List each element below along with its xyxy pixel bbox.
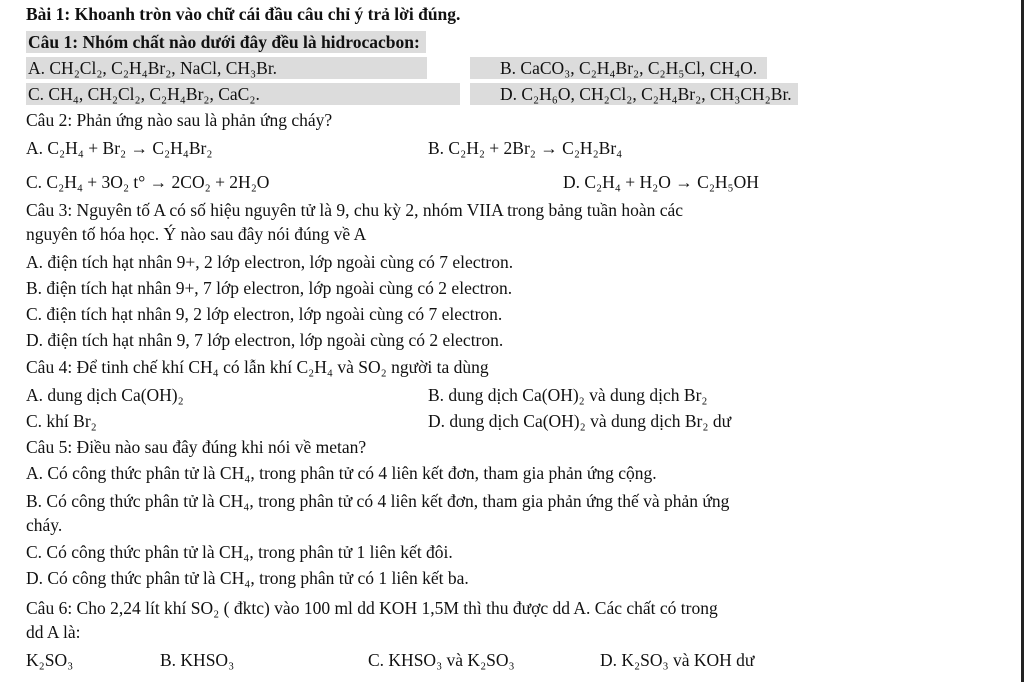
q2-option-b: B. C₂H₂ + 2Br₂ → C₂H₂Br₄ — [428, 138, 623, 158]
q5-option-c: C. Có công thức phân tử là CH₄, trong phân tử 1 liên kết đôi. — [26, 542, 453, 562]
q3-stem-line1: Câu 3: Nguyên tố A có số hiệu nguyên tử là 9, chu kỳ 2, nhóm VIIA trong bảng tuần hoàn các — [26, 200, 684, 220]
q5-option-b-line2: cháy. — [26, 515, 63, 535]
q3-stem-line2: nguyên tố hóa học. Ý nào sau đây nói đúng về A — [26, 224, 367, 244]
q2-stem: Câu 2: Phản ứng nào sau là phản ứng cháy? — [26, 110, 333, 130]
q1-option-d: D. C₂H₆O, CH₂Cl₂, C₂H₄Br₂, CH₃CH₂Br. — [470, 82, 798, 106]
exercise-title: Bài 1: Khoanh tròn vào chữ cái đầu câu chỉ ý trả lời đúng. — [26, 4, 461, 24]
q3-option-d: D. điện tích hạt nhân 9, 7 lớp electron, lớp ngoài cùng có 2 electron. — [26, 330, 504, 350]
q3-option-b: B. điện tích hạt nhân 9+, 7 lớp electron, lớp ngoài cùng có 2 electron. — [26, 278, 513, 298]
q2-option-a: A. C₂H₄ + Br₂ → C₂H₄Br₂ — [26, 138, 213, 158]
q5-stem: Câu 5: Điều nào sau đây đúng khi nói về metan? — [26, 437, 367, 457]
q6-option-a: K₂SO₃ — [26, 650, 74, 670]
q1-option-b: B. CaCO₃, C₂H₄Br₂, C₂H₅Cl, CH₄O. — [470, 56, 767, 80]
q4-option-a: A. dung dịch Ca(OH)₂ — [26, 385, 184, 405]
q2-option-d: D. C₂H₄ + H₂O → C₂H₅OH — [563, 172, 759, 192]
q6-option-d: D. K₂SO₃ và KOH dư — [600, 650, 755, 670]
q4-option-d: D. dung dịch Ca(OH)₂ và dung dịch Br₂ dư — [428, 411, 732, 431]
q6-option-c: C. KHSO₃ và K₂SO₃ — [368, 650, 515, 670]
q3-option-c: C. điện tích hạt nhân 9, 2 lớp electron, lớp ngoài cùng có 7 electron. — [26, 304, 503, 324]
q6-option-b: B. KHSO₃ — [160, 650, 235, 670]
q1-stem: Câu 1: Nhóm chất nào dưới đây đều là hidrocacbon: — [26, 30, 426, 54]
q5-option-b-line1: B. Có công thức phân tử là CH₄, trong phân tử có 4 liên kết đơn, tham gia phản ứng thế và phản ứng — [26, 491, 730, 511]
q4-stem: Câu 4: Để tinh chế khí CH₄ có lẫn khí C₂H₄ và SO₂ người ta dùng — [26, 357, 489, 377]
q1-option-a: A. CH₂Cl₂, C₂H₄Br₂, NaCl, CH₃Br. — [26, 56, 427, 80]
q1-option-c: C. CH₄, CH₂Cl₂, C₂H₄Br₂, CaC₂. — [26, 82, 460, 106]
q2-option-c: C. C₂H₄ + 3O₂ t° → 2CO₂ + 2H₂O — [26, 172, 270, 192]
q6-stem-line2: dd A là: — [26, 622, 81, 642]
q4-option-b: B. dung dịch Ca(OH)₂ và dung dịch Br₂ — [428, 385, 708, 405]
q5-option-d: D. Có công thức phân tử là CH₄, trong phân tử có 1 liên kết ba. — [26, 568, 469, 588]
q6-stem-line1: Câu 6: Cho 2,24 lít khí SO₂ ( đktc) vào 100 ml dd KOH 1,5M thì thu được dd A. Các chất có trong — [26, 598, 718, 618]
q5-option-a: A. Có công thức phân tử là CH₄, trong phân tử có 4 liên kết đơn, tham gia phản ứng cộng. — [26, 463, 657, 483]
q4-option-c: C. khí Br₂ — [26, 411, 97, 431]
q3-option-a: A. điện tích hạt nhân 9+, 2 lớp electron, lớp ngoài cùng có 7 electron. — [26, 252, 514, 272]
